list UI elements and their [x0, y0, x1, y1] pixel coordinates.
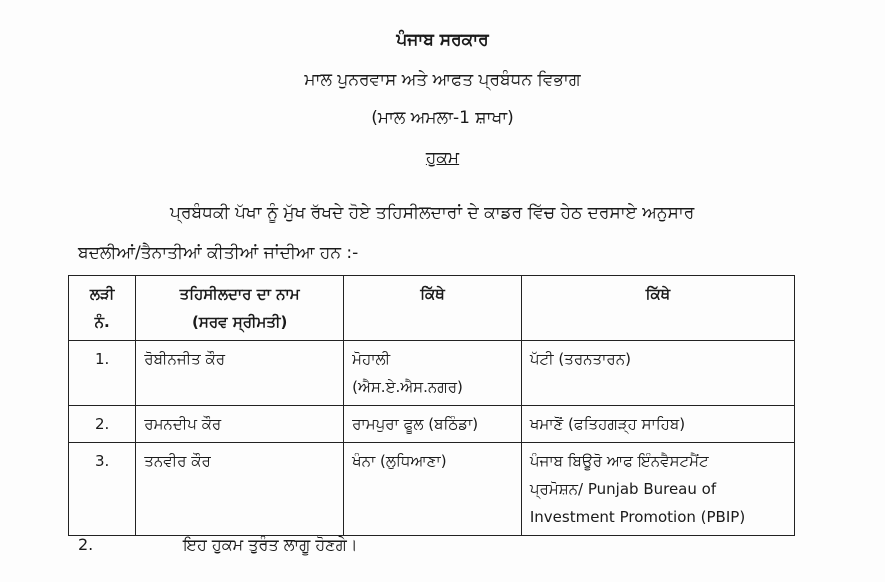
row-serial: 1.: [69, 341, 136, 406]
clause-text: ਇਹ ਹੁਕਮ ਤੁਰੰਤ ਲਾਗੂ ਹੋਣਗੇ।: [183, 535, 358, 554]
header-serial-line1: ਲੜੀ: [89, 285, 115, 303]
header-to: ਕਿੱਥੇ: [521, 276, 794, 341]
branch-heading: (ਮਾਲ ਅਮਲਾ-1 ਸ਼ਾਖਾ): [371, 108, 514, 128]
row-to-line2: ਪ੍ਰਮੋਸ਼ਨ/ Punjab Bureau of: [529, 480, 717, 498]
clause-number: 2.: [78, 535, 94, 554]
government-heading: ਪੰਜਾਬ ਸਰਕਾਰ: [396, 30, 489, 50]
order-clause-2: [78, 535, 358, 555]
row-from-line1: ਖੰਨਾ (ਲੁਧਿਆਣਾ): [352, 452, 447, 470]
row-to-line3: Investment Promotion (PBIP): [529, 508, 746, 526]
transfer-table: [68, 275, 795, 536]
row-serial: 3.: [69, 443, 136, 536]
header-name-line1: ਤਹਿਸੀਲਦਾਰ ਦਾ ਨਾਮ: [179, 285, 300, 303]
header-name-line2: (ਸਰਵ ਸ੍ਰੀਮਤੀ): [191, 313, 288, 331]
row-from: [344, 341, 522, 406]
row-name: ਰੋਬੀਨਜੀਤ ਕੌਰ: [136, 341, 344, 406]
intro-line-1: ਪ੍ਰਬੰਧਕੀ ਪੱਖਾ ਨੂੰ ਮੁੱਖ ਰੱਖਦੇ ਹੋਏ ਤਹਿਸੀਲਦਾਰਾਂ ਦੇ ਕਾਡਰ ਵਿੱਚ ਹੇਠ ਦਰਸਾਏ ਅਨੁਸਾਰ: [170, 203, 695, 223]
header-from: ਕਿੱਥੇ: [344, 276, 522, 341]
row-to: [521, 341, 794, 406]
department-heading: ਮਾਲ ਪੁਨਰਵਾਸ ਅਤੇ ਆਫਤ ਪ੍ਰਬੰਧਨ ਵਿਭਾਗ: [304, 70, 581, 90]
row-from-line2: (ਐਸ.ਏ.ਐਸ.ਨਗਰ): [352, 378, 463, 396]
row-to: [521, 443, 794, 536]
row-to-line1: ਖਮਾਣੋਂ (ਫਤਿਹਗੜ੍ਹ ਸਾਹਿਬ): [529, 415, 686, 433]
row-name: ਤਨਵੀਰ ਕੌਰ: [136, 443, 344, 536]
table-row: [69, 443, 795, 536]
row-to-line1: ਪੱਟੀ (ਤਰਨਤਾਰਨ): [529, 350, 631, 368]
order-title: ਹੁਕਮ: [425, 148, 460, 168]
header-serial-number: [69, 276, 136, 341]
row-from-line1: ਰਾਮਪੁਰਾ ਫੂਲ (ਬਠਿੰਡਾ): [352, 415, 479, 433]
row-name: ਰਮਨਦੀਪ ਕੌਰ: [136, 406, 344, 443]
row-to-line1: ਪੰਜਾਬ ਬਿਊਰੋ ਆਫ ਇੰਨਵੈਸਟਮੈਂਟ: [529, 452, 709, 470]
row-serial: 2.: [69, 406, 136, 443]
intro-line-2: ਬਦਲੀਆਂ/ਤੈਨਾਤੀਆਂ ਕੀਤੀਆਂ ਜਾਂਦੀਆ ਹਨ :-: [78, 243, 359, 263]
row-from: [344, 406, 522, 443]
row-to: [521, 406, 794, 443]
header-serial-line2: ਨੰ.: [94, 313, 110, 331]
header-tehsildar-name: [136, 276, 344, 341]
table-row: [69, 406, 795, 443]
row-from-line1: ਮੋਹਾਲੀ: [352, 350, 391, 368]
table-header-row: [69, 276, 795, 341]
table-row: [69, 341, 795, 406]
row-from: [344, 443, 522, 536]
